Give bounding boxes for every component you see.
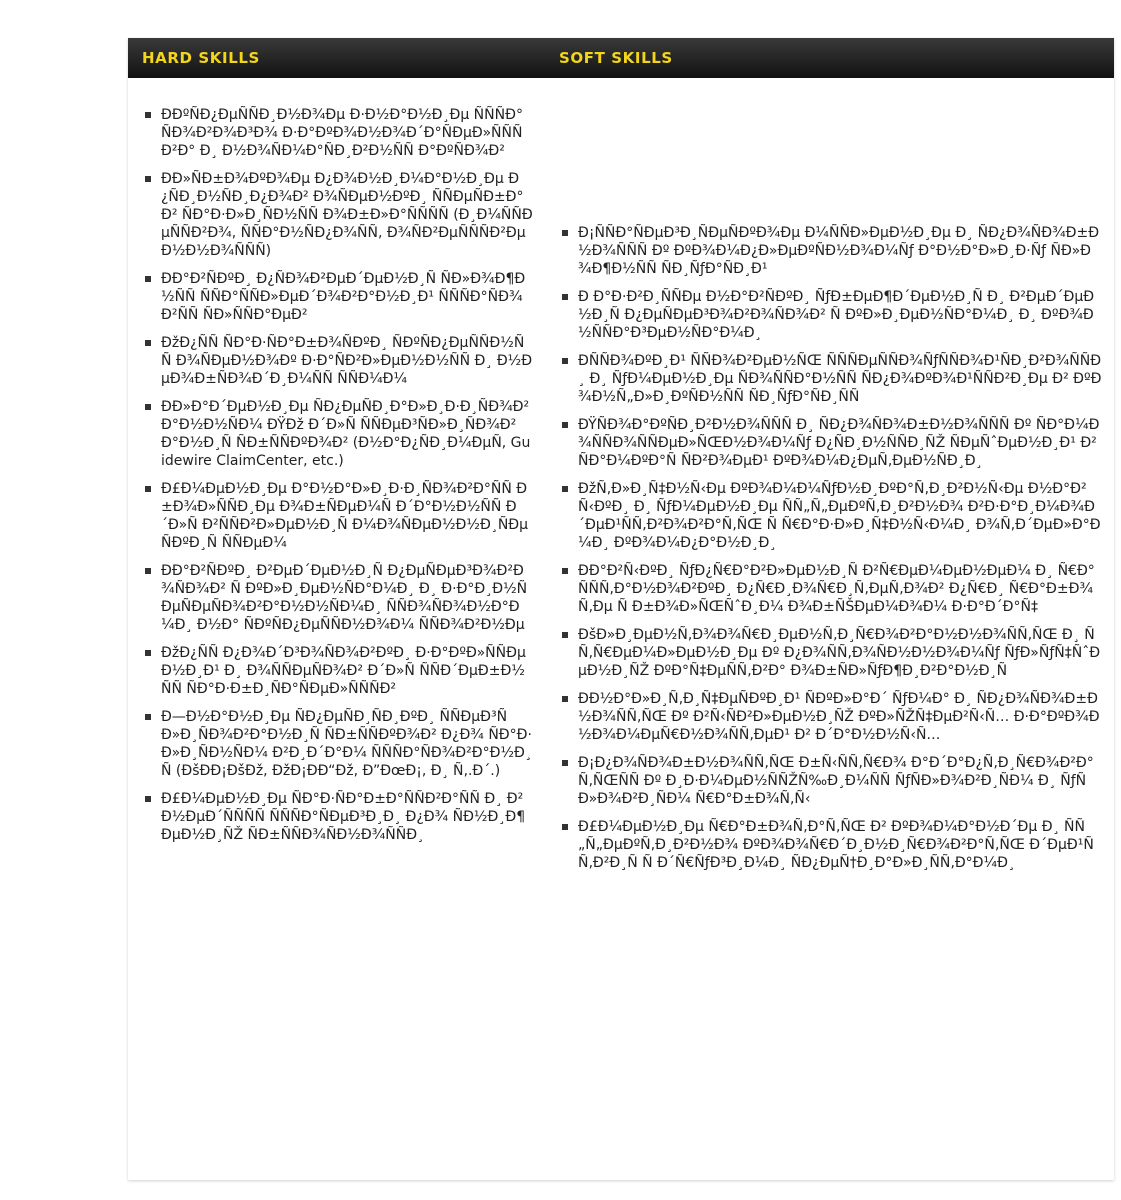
hard-skill-text: ÐÐ°Ð²ÑÐºÐ¸ Ð¿ÑÐ¾Ð²ÐµÐ´ÐµÐ½Ð¸Ñ ÑÐ»Ð¾Ð¶Ð½ÑÑ ÑÑÐ°ÑÑÐ»ÐµÐ´Ð¾Ð²Ð°Ð½Ð¸Ð¹ ÑÑÑÐ°ÑÐ¾Ð²ÑÑ ÑÐ»ÑÑÐ°ÐµÐ² [161, 271, 526, 323]
list-item [560, 480, 1102, 552]
bullet-icon [145, 568, 151, 574]
bullet-icon [145, 796, 151, 802]
skills-card [128, 38, 1114, 1180]
hard-skill-text: ÐÐ»ÑÐ±Ð¾ÐºÐ¾Ðµ Ð¿Ð¾Ð½Ð¸Ð¼Ð°Ð½Ð¸Ðµ Ð¿ÑÐ¸Ð½ÑÐ¸Ð¿Ð¾Ð² Ð¾ÑÐµÐ½ÐºÐ¸ ÑÑÐµÑÐ±Ð° Ð² ÑÐ°Ð·Ð»Ð¸ÑÐ½ÑÑ Ð¾Ð±Ð»Ð°ÑÑÑÑ (Ð¸Ð¼ÑÑÐµÑÑÐ²Ð¾, ÑÑÐ°Ð½ÑÐ¿Ð¾ÑÑ, Ð¾ÑÐ²ÐµÑÑÑÐ²ÐµÐ½Ð½Ð¾ÑÑÑ) [161, 171, 533, 259]
bullet-icon [562, 760, 568, 766]
list-item [143, 334, 533, 388]
soft-skill-text: Ð£Ð¼ÐµÐ½Ð¸Ðµ Ñ€Ð°Ð±Ð¾Ñ‚Ð°Ñ‚ÑŒ Ð² ÐºÐ¾Ð¼Ð°Ð½Ð´Ðµ Ð¸ ÑÑ„Ñ„ÐµÐºÑ‚Ð¸Ð²Ð½Ð¾ ÐºÐ¾Ð¾Ñ€Ð´Ð¸Ð½Ð¸Ñ€Ð¾Ð²Ð°Ñ‚ÑŒ Ð´ÐµÐ¹ÑÑ‚Ð²Ð¸Ñ Ñ Ð´Ñ€ÑƒÐ³Ð¸Ð¼Ð¸ ÑÐ¿ÐµÑ†Ð¸Ð°Ð»Ð¸ÑÑ‚Ð°Ð¼Ð¸ [578, 819, 1094, 871]
soft-skill-text: Ð¡ÑÑÐ°ÑÐµÐ³Ð¸ÑÐµÑÐºÐ¾Ðµ Ð¼ÑÑÐ»ÐµÐ½Ð¸Ðµ Ð¸ ÑÐ¿Ð¾ÑÐ¾Ð±Ð½Ð¾ÑÑÑ Ðº ÐºÐ¾Ð¼Ð¿Ð»ÐµÐºÑÐ½Ð¾Ð¼Ñƒ Ð°Ð½Ð°Ð»Ð¸Ð·Ñƒ ÑÐ»Ð¾Ð¶Ð½ÑÑ ÑÐ¸ÑƒÐ°ÑÐ¸Ð¹ [578, 225, 1100, 277]
list-item [560, 416, 1102, 470]
list-item [143, 644, 533, 698]
soft-skill-text: ÐšÐ»Ð¸ÐµÐ½Ñ‚Ð¾Ð¾Ñ€Ð¸ÐµÐ½Ñ‚Ð¸Ñ€Ð¾Ð²Ð°Ð½Ð½Ð¾ÑÑ‚ÑŒ Ð¸ ÑÑ‚Ñ€ÐµÐ¼Ð»ÐµÐ½Ð¸Ðµ Ðº Ð¿Ð¾ÑÑ‚Ð¾ÑÐ½Ð½Ð¾Ð¼Ñƒ ÑƒÐ»ÑƒÑ‡ÑˆÐµÐ½Ð¸ÑŽ ÐºÐ°Ñ‡ÐµÑÑ‚Ð²Ð° Ð¾Ð±ÑÐ»ÑƒÐ¶Ð¸Ð²Ð°Ð½Ð¸Ñ [578, 627, 1101, 679]
bullet-icon [562, 230, 568, 236]
list-item [560, 690, 1102, 744]
hard-skill-text: Ð£Ð¼ÐµÐ½Ð¸Ðµ ÑÐ°Ð·ÑÐ°Ð±Ð°ÑÑÐ²Ð°ÑÑ Ð¸ Ð²Ð½ÐµÐ´ÑÑÑÑ ÑÑÑÐ°ÑÐµÐ³Ð¸Ð¸ Ð¿Ð¾ ÑÐ½Ð¸Ð¶ÐµÐ½Ð¸ÑŽ ÑÐ±ÑÑÐ¾ÑÐ½Ð¾ÑÑÐ¸ [161, 791, 526, 843]
soft-skill-text: ÐžÑ‚Ð»Ð¸Ñ‡Ð½Ñ‹Ðµ ÐºÐ¾Ð¼Ð¼ÑƒÐ½Ð¸ÐºÐ°Ñ‚Ð¸Ð²Ð½Ñ‹Ðµ Ð½Ð°Ð²Ñ‹ÐºÐ¸ Ð¸ ÑƒÐ¼ÐµÐ½Ð¸Ðµ ÑÑ„Ñ„ÐµÐºÑ‚Ð¸Ð²Ð½Ð¾ Ð²Ð·Ð°Ð¸Ð¼Ð¾Ð´ÐµÐ¹ÑÑ‚Ð²Ð¾Ð²Ð°Ñ‚ÑŒ Ñ Ñ€Ð°Ð·Ð»Ð¸Ñ‡Ð½Ñ‹Ð¼Ð¸ Ð¾Ñ‚Ð´ÐµÐ»Ð°Ð¼Ð¸ ÐºÐ¾Ð¼Ð¿Ð°Ð½Ð¸Ð¸ [578, 481, 1101, 551]
bullet-icon [562, 632, 568, 638]
skills-header [128, 38, 1114, 78]
bullet-icon [562, 824, 568, 830]
list-item [560, 352, 1102, 406]
bullet-icon [562, 422, 568, 428]
list-item [143, 480, 533, 552]
hard-skill-text: ÐÐ°Ð²ÑÐºÐ¸ Ð²ÐµÐ´ÐµÐ½Ð¸Ñ Ð¿ÐµÑÐµÐ³Ð¾Ð²Ð¾ÑÐ¾Ð² Ñ ÐºÐ»Ð¸ÐµÐ½ÑÐ°Ð¼Ð¸ Ð¸ Ð·Ð°Ð¸Ð½ÑÐµÑÐµÑÐ¾Ð²Ð°Ð½Ð½ÑÐ¼Ð¸ ÑÑÐ¾ÑÐ¾Ð½Ð°Ð¼Ð¸ Ð½Ð° ÑÐºÑÐ¿ÐµÑÑÐ½Ð¾Ð¼ ÑÑÐ¾Ð²Ð½Ðµ [161, 563, 528, 633]
bullet-icon [562, 294, 568, 300]
bullet-icon [145, 340, 151, 346]
hard-skills-title: HARD SKILLS [142, 49, 260, 67]
list-item [143, 398, 533, 470]
list-item [560, 562, 1102, 616]
list-item [143, 106, 533, 160]
bullet-icon [145, 714, 151, 720]
soft-skills-title: SOFT SKILLS [559, 49, 673, 67]
bullet-icon [145, 176, 151, 182]
hard-skill-text: ÐžÐ¿ÑÑ Ð¿Ð¾Ð´Ð³Ð¾ÑÐ¾Ð²ÐºÐ¸ Ð·Ð°ÐºÐ»ÑÑÐµÐ½Ð¸Ð¹ Ð¸ Ð¾ÑÑÐµÑÐ¾Ð² Ð´Ð»Ñ ÑÑÐ´ÐµÐ±Ð½ÑÑ ÑÐ°Ð·Ð±Ð¸ÑÐ°ÑÐµÐ»ÑÑÑÐ² [161, 645, 526, 697]
soft-skills-list [560, 224, 1102, 882]
list-item [560, 754, 1102, 808]
bullet-icon [145, 650, 151, 656]
list-item [143, 170, 533, 260]
list-item [560, 288, 1102, 342]
list-item [560, 224, 1102, 278]
hard-skill-text: ÐÐ»Ð°Ð´ÐµÐ½Ð¸Ðµ ÑÐ¿ÐµÑÐ¸Ð°Ð»Ð¸Ð·Ð¸ÑÐ¾Ð²Ð°Ð½Ð½ÑÐ¼ ÐŸÐž Ð´Ð»Ñ ÑÑÐµÐ³ÑÐ»Ð¸ÑÐ¾Ð²Ð°Ð½Ð¸Ñ ÑÐ±ÑÑÐºÐ¾Ð² (Ð½Ð°Ð¿ÑÐ¸Ð¼ÐµÑ, Guidewire ClaimCenter, etc.) [161, 399, 531, 469]
soft-skill-text: ÐÐ°Ð²Ñ‹ÐºÐ¸ ÑƒÐ¿Ñ€Ð°Ð²Ð»ÐµÐ½Ð¸Ñ Ð²Ñ€ÐµÐ¼ÐµÐ½ÐµÐ¼ Ð¸ Ñ€Ð°ÑÑÑ‚Ð°Ð½Ð¾Ð²ÐºÐ¸ Ð¿Ñ€Ð¸Ð¾Ñ€Ð¸Ñ‚ÐµÑ‚Ð¾Ð² Ð¿Ñ€Ð¸ Ñ€Ð°Ð±Ð¾Ñ‚Ðµ Ñ Ð±Ð¾Ð»ÑŒÑˆÐ¸Ð¼ Ð¾Ð±ÑŠÐµÐ¼Ð¾Ð¼ Ð·Ð°Ð´Ð°Ñ‡ [578, 563, 1095, 615]
bullet-icon [562, 568, 568, 574]
bullet-icon [562, 696, 568, 702]
bullet-icon [145, 486, 151, 492]
hard-skill-text: Ð£Ð¼ÐµÐ½Ð¸Ðµ Ð°Ð½Ð°Ð»Ð¸Ð·Ð¸ÑÐ¾Ð²Ð°ÑÑ Ð±Ð¾Ð»ÑÑÐ¸Ðµ Ð¾Ð±ÑÐµÐ¼Ñ Ð´Ð°Ð½Ð½ÑÑ Ð´Ð»Ñ Ð²ÑÑÐ²Ð»ÐµÐ½Ð¸Ñ Ð¼Ð¾ÑÐµÐ½Ð½Ð¸ÑÐµÑÐºÐ¸Ñ ÑÑÐµÐ¼ [161, 481, 529, 551]
list-item [560, 626, 1102, 680]
list-item [560, 818, 1102, 872]
list-item [143, 708, 533, 780]
bullet-icon [145, 276, 151, 282]
soft-skill-text: ÐŸÑÐ¾Ð°ÐºÑÐ¸Ð²Ð½Ð¾ÑÑÑ Ð¸ ÑÐ¿Ð¾ÑÐ¾Ð±Ð½Ð¾ÑÑÑ Ðº ÑÐ°Ð¼Ð¾ÑÑÐ¾ÑÑÐµÐ»ÑŒÐ½Ð¾Ð¼Ñƒ Ð¿ÑÐ¸Ð½ÑÑÐ¸ÑŽ ÑÐµÑˆÐµÐ½Ð¸Ð¹ Ð² ÑÐ°Ð¼ÐºÐ°Ñ ÑÐ²Ð¾ÐµÐ¹ ÐºÐ¾Ð¼Ð¿ÐµÑ‚ÐµÐ½ÑÐ¸Ð¸ [578, 417, 1100, 469]
soft-skill-text: ÐÐ½Ð°Ð»Ð¸Ñ‚Ð¸Ñ‡ÐµÑÐºÐ¸Ð¹ ÑÐºÐ»Ð°Ð´ ÑƒÐ¼Ð° Ð¸ ÑÐ¿Ð¾ÑÐ¾Ð±Ð½Ð¾ÑÑ‚ÑŒ Ðº Ð²Ñ‹ÑÐ²Ð»ÐµÐ½Ð¸ÑŽ ÐºÐ»ÑŽÑ‡ÐµÐ²Ñ‹Ñ… Ð·Ð°ÐºÐ¾Ð½Ð¾Ð¼ÐµÑ€Ð½Ð¾ÑÑ‚ÐµÐ¹ Ð² Ð´Ð°Ð½Ð½Ñ‹Ñ… [578, 691, 1100, 743]
soft-skill-text: Ð¡Ð¿Ð¾ÑÐ¾Ð±Ð½Ð¾ÑÑ‚ÑŒ Ð±Ñ‹ÑÑ‚Ñ€Ð¾ Ð°Ð´Ð°Ð¿Ñ‚Ð¸Ñ€Ð¾Ð²Ð°Ñ‚ÑŒÑÑ Ðº Ð¸Ð·Ð¼ÐµÐ½ÑÑŽÑ‰Ð¸Ð¼ÑÑ ÑƒÑÐ»Ð¾Ð²Ð¸ÑÐ¼ Ð¸ ÑƒÑÐ»Ð¾Ð²Ð¸ÑÐ¼ Ñ€Ð°Ð±Ð¾Ñ‚Ñ‹ [578, 755, 1094, 807]
soft-skill-text: ÐÑÑÐ¾ÐºÐ¸Ð¹ ÑÑÐ¾Ð²ÐµÐ½ÑŒ ÑÑÑÐµÑÑÐ¾ÑƒÑÑÐ¾Ð¹ÑÐ¸Ð²Ð¾ÑÑÐ¸ Ð¸ ÑƒÐ¼ÐµÐ½Ð¸Ðµ ÑÐ¾ÑÑÐ°Ð½ÑÑ ÑÐ¿Ð¾ÐºÐ¾Ð¹ÑÑÐ²Ð¸Ðµ Ð² ÐºÐ¾Ð½Ñ„Ð»Ð¸ÐºÑÐ½ÑÑ ÑÐ¸ÑƒÐ°ÑÐ¸ÑÑ [578, 353, 1102, 405]
list-item [143, 562, 533, 634]
bullet-icon [145, 112, 151, 118]
hard-skill-text: Ð—Ð½Ð°Ð½Ð¸Ðµ ÑÐ¿ÐµÑÐ¸ÑÐ¸ÐºÐ¸ ÑÑÐµÐ³ÑÐ»Ð¸ÑÐ¾Ð²Ð°Ð½Ð¸Ñ ÑÐ±ÑÑÐºÐ¾Ð² Ð¿Ð¾ ÑÐ°Ð·Ð»Ð¸ÑÐ½ÑÐ¼ Ð²Ð¸Ð´Ð°Ð¼ ÑÑÑÐ°ÑÐ¾Ð²Ð°Ð½Ð¸Ñ (ÐšÐÐ¡ÐšÐž, ÐžÐ¡ÐÐ“Ðž, Ð”ÐœÐ¡, Ð¸ Ñ‚.Ð´.) [161, 709, 532, 779]
list-item [143, 790, 533, 844]
bullet-icon [145, 404, 151, 410]
soft-skill-text: Ð Ð°Ð·Ð²Ð¸ÑÑÐµ Ð½Ð°Ð²ÑÐºÐ¸ ÑƒÐ±ÐµÐ¶Ð´ÐµÐ½Ð¸Ñ Ð¸ Ð²ÐµÐ´ÐµÐ½Ð¸Ñ Ð¿ÐµÑÐµÐ³Ð¾Ð²Ð¾ÑÐ¾Ð² Ñ ÐºÐ»Ð¸ÐµÐ½ÑÐ°Ð¼Ð¸ Ð¸ ÐºÐ¾Ð½ÑÑÐ°Ð³ÐµÐ½ÑÐ°Ð¼Ð¸ [578, 289, 1095, 341]
hard-skill-text: ÐžÐ¿ÑÑ ÑÐ°Ð·ÑÐ°Ð±Ð¾ÑÐºÐ¸ ÑÐºÑÐ¿ÐµÑÑÐ½ÑÑ Ð¾ÑÐµÐ½Ð¾Ðº Ð·Ð°ÑÐ²Ð»ÐµÐ½Ð½ÑÑ Ð¸ Ð½ÐµÐ¾Ð±ÑÐ¾Ð´Ð¸Ð¼ÑÑ ÑÑÐ¼Ð¼ [161, 335, 533, 387]
hard-skill-text: ÐÐºÑÐ¿ÐµÑÑÐ¸Ð½Ð¾Ðµ Ð·Ð½Ð°Ð½Ð¸Ðµ ÑÑÑÐ°ÑÐ¾Ð²Ð¾Ð³Ð¾ Ð·Ð°ÐºÐ¾Ð½Ð¾Ð´Ð°ÑÐµÐ»ÑÑÑÐ²Ð° Ð¸ Ð½Ð¾ÑÐ¼Ð°ÑÐ¸Ð²Ð½ÑÑ Ð°ÐºÑÐ¾Ð² [161, 107, 523, 159]
hard-skills-list [143, 106, 533, 854]
bullet-icon [562, 358, 568, 364]
list-item [143, 270, 533, 324]
bullet-icon [562, 486, 568, 492]
